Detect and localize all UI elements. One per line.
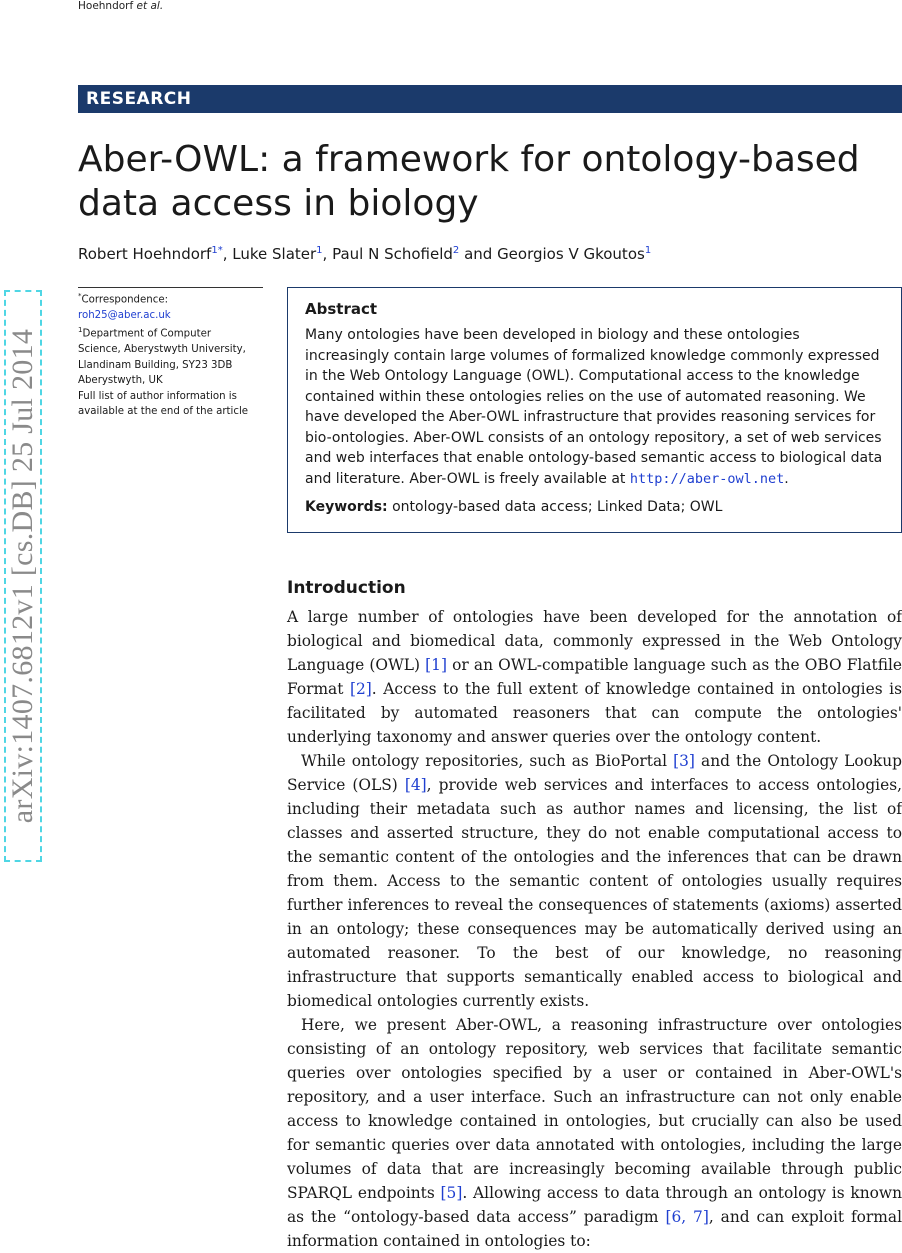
citation-link[interactable]: [3] [673, 752, 695, 770]
abstract-box [287, 287, 902, 533]
intro-text: , provide web services and interfaces to access ontologies, including their metadata such as author names and licensing, the list of classes and asserted structure, they do not enable computational access to the semantic content of the ontologies and the inferences that can be drawn from them. Access to the semantic content of ontologies usually requires further inferences to reveal the consequences of statements (axioms) asserted in an ontology; these consequences may be automatically derived using an automated reasoner. To the best of our knowledge, no reasoning infrastructure that supports semantically enabled access to biological and biomedical ontologies currently exists. [287, 776, 902, 1010]
affiliation-text: Department of Computer [82, 328, 212, 340]
author-affiliation[interactable]: 1 [644, 245, 652, 256]
correspondence-line [78, 289, 263, 308]
keywords [305, 497, 885, 518]
affiliation-mark: 1 [78, 326, 83, 335]
side-notes [78, 289, 263, 420]
intro-text: While ontology repositories, such as BioPortal [301, 752, 674, 770]
citation-link[interactable]: [4] [404, 776, 427, 794]
author-affiliation[interactable]: 1* [211, 245, 223, 256]
affiliation-text: Llandinam Building, SY23 3DB [78, 359, 233, 371]
author-name: Paul N Schofield [332, 245, 453, 263]
arxiv-stamp [4, 290, 42, 862]
author-separator: , [222, 245, 233, 263]
abstract-url-link[interactable]: http://aber-owl.net [629, 470, 785, 487]
citation-link[interactable]: [5] [440, 1184, 463, 1202]
intro-paragraph-3 [287, 1013, 902, 1253]
affiliation-text: Science, Aberystwyth University, [78, 344, 246, 356]
intro-text: Here, we present Aber-OWL, a reasoning infrastructure over ontologies consisting of an ontology repository, web services that facilitate semantic queries over ontologies specified by a user or contained in Aber-OWL's repository, and a user interface. Such an infrastructure can not only enable access to knowledge contained in ontologies, but crucially can also be used for semantic queries over data annotated with ontologies, including the large volumes of data that are increasingly becoming available through public SPARQL endpoints [287, 1016, 902, 1202]
correspondence-email[interactable]: roh25@aber.ac.uk [78, 309, 171, 321]
citation-link[interactable]: [2] [349, 680, 372, 698]
author-info-note: Full list of author information is [78, 390, 237, 402]
keywords-label: Keywords: [305, 499, 388, 515]
author-affiliation[interactable]: 2 [452, 245, 460, 256]
running-head-author: Hoehndorf [78, 0, 134, 12]
running-head-etal: et al. [136, 0, 164, 12]
author-separator: and [459, 245, 498, 263]
author-info-note: available at the end of the article [78, 406, 249, 418]
author-affiliation[interactable]: 1 [316, 245, 323, 256]
intro-paragraph-1 [287, 605, 902, 749]
introduction-body [287, 605, 902, 1253]
intro-text: . Access to the full extent of knowledge contained in ontologies is facilitated by automated reasoners that can compute the ontologies' underlying taxonomy and answer queries over the ontology content. [287, 680, 902, 746]
intro-paragraph-2 [287, 749, 902, 1013]
keywords-list: ontology-based data access; Linked Data; OWL [392, 499, 723, 515]
intro-text: A large number of ontologies have been developed for the annotation of biological and biomedical data, commonly expressed in the Web Ontology Language (OWL) [287, 608, 902, 674]
abstract-heading: Abstract [305, 300, 378, 318]
author-name: Robert Hoehndorf [78, 245, 212, 263]
abstract-text [305, 325, 885, 489]
affiliation-line [78, 323, 263, 342]
paper-title: Aber-OWL: a framework for ontology-based data access in biology [78, 139, 860, 224]
citation-link[interactable]: [6, 7] [665, 1208, 709, 1226]
side-notes-rule [78, 287, 263, 288]
author-name: Georgios V Gkoutos [497, 245, 645, 263]
author-name: Luke Slater [232, 245, 317, 263]
intro-text: . Allowing access to data through an ontology is known as the “ontology-based data access” paradigm [287, 1184, 902, 1226]
running-head [78, 0, 163, 12]
citation-link[interactable]: [1] [425, 656, 447, 674]
intro-text: , and can exploit formal information contained in ontologies to: [287, 1208, 902, 1250]
correspondence-mark: * [78, 292, 82, 300]
intro-text: or an OWL-compatible language such as the OBO Flatfile Format [287, 656, 902, 698]
abstract-period: . [784, 470, 789, 487]
abstract-body: Many ontologies have been developed in biology and these ontologies increasingly contain large volumes of formalized knowledge commonly expressed in the Web Ontology Language (OWL). Computational access to the knowledge contained within these ontologies relies on the use of automated reasoning. We have developed the Aber-OWL infrastructure that provides reasoning services for bio-ontologies. Aber-OWL consists of an ontology repository, a set of web services and web interfaces that enable ontology-based semantic access to biological data and literature. Aber-OWL is freely available at [305, 327, 883, 487]
correspondence-label: Correspondence: [81, 294, 169, 306]
author-separator: , [322, 245, 333, 263]
affiliation-text: Aberystwyth, UK [78, 375, 163, 387]
section-banner: RESEARCH [78, 85, 902, 113]
author-list [78, 245, 651, 263]
arxiv-stamp-text: arXiv:1407.6812v1 [cs.DB] 25 Jul 2014 [6, 328, 39, 824]
introduction-heading: Introduction [287, 578, 406, 598]
intro-text: and the Ontology Lookup Service (OLS) [287, 752, 902, 794]
